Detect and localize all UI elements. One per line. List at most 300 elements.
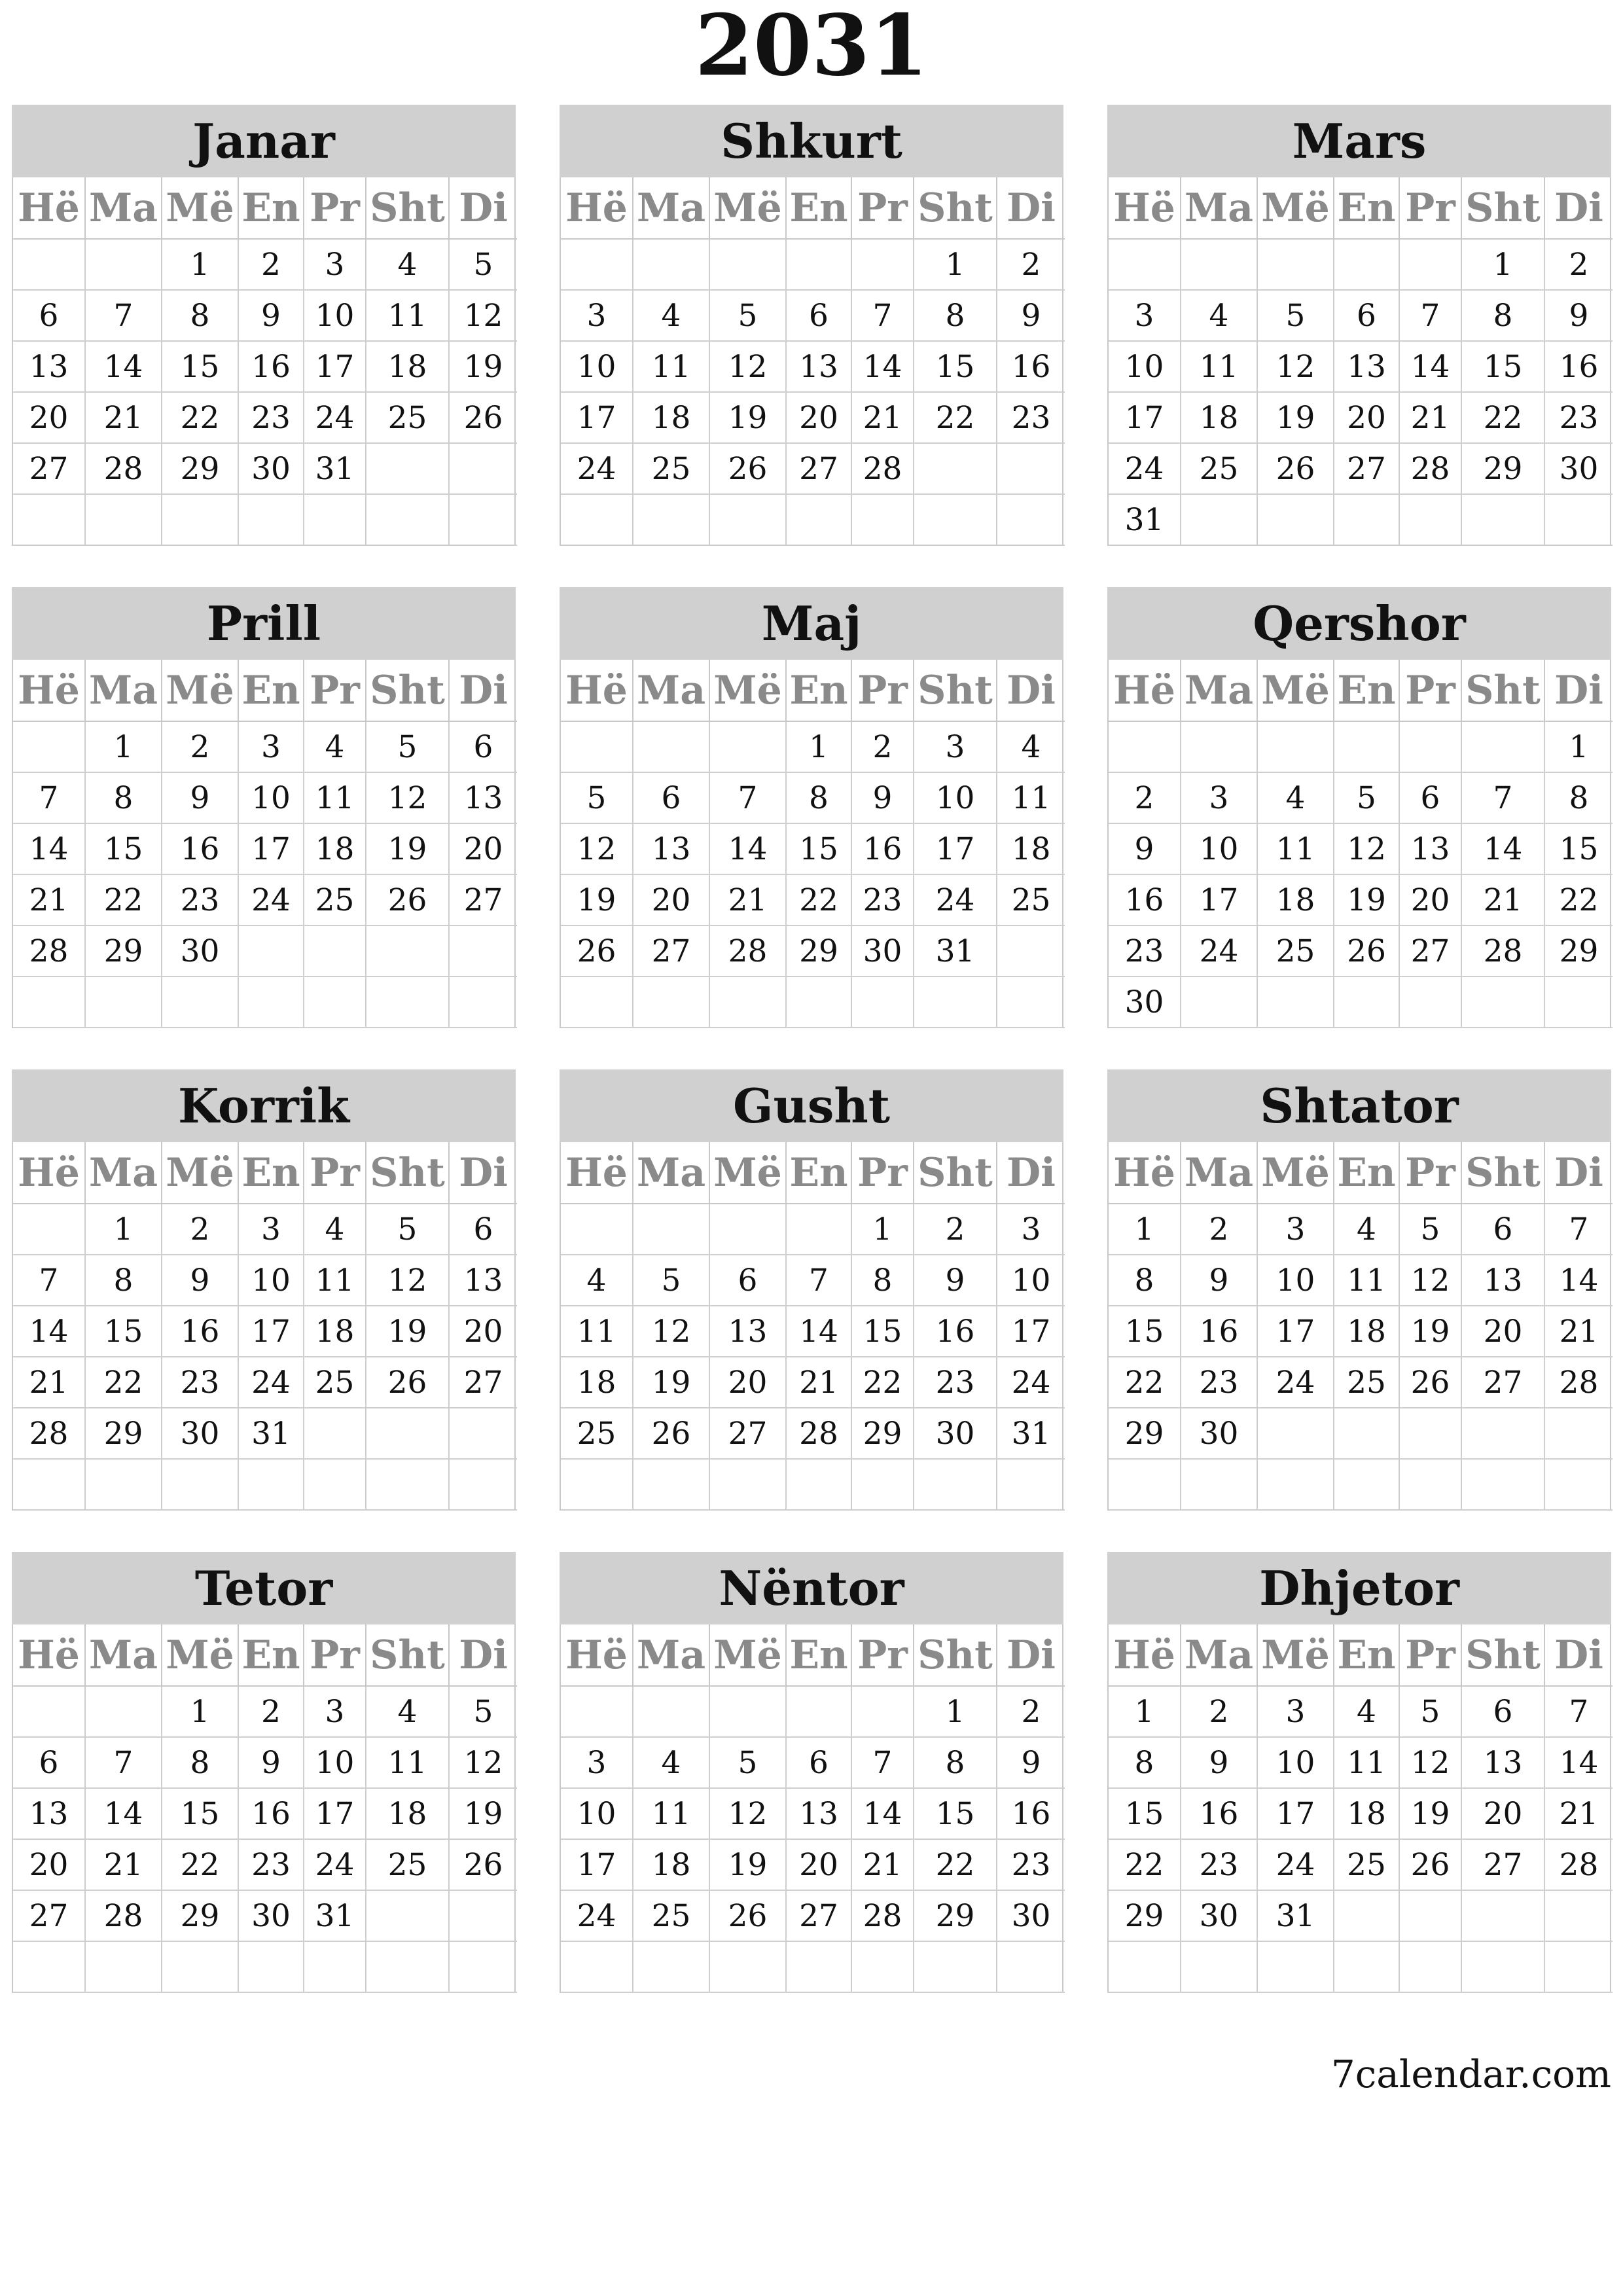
day-cell: 18 [633,393,710,444]
day-cell: 7 [13,773,86,824]
empty-day-cell [787,977,852,1028]
day-cell: 3 [1258,1204,1334,1255]
weekday-header: Më [710,177,787,240]
empty-day-cell [1181,240,1258,291]
empty-day-cell [1334,1891,1400,1942]
day-cell: 23 [852,875,914,926]
day-cell: 8 [914,1738,997,1789]
day-cell: 11 [561,1306,633,1357]
day-cell: 2 [1545,240,1613,291]
day-cell: 17 [1109,393,1181,444]
weekday-header: Di [997,177,1065,240]
weekday-header: Më [1258,1142,1334,1204]
day-cell: 9 [239,291,304,342]
empty-day-cell [633,1204,710,1255]
weekday-header: En [787,177,852,240]
empty-day-cell [1181,1460,1258,1511]
day-cell: 2 [852,722,914,773]
day-cell: 23 [1181,1840,1258,1891]
empty-day-cell [1181,1942,1258,1993]
weekday-header: Di [1545,1624,1613,1687]
empty-day-cell [787,1687,852,1738]
day-cell: 8 [86,1255,162,1306]
day-cell: 7 [1462,773,1545,824]
day-cell: 16 [852,824,914,875]
weekday-header: Hë [1109,1142,1181,1204]
empty-day-cell [239,495,304,546]
day-cell: 26 [366,1357,450,1408]
day-cell: 1 [1109,1687,1181,1738]
day-cell: 5 [1400,1204,1462,1255]
day-cell: 14 [1400,342,1462,393]
empty-day-cell [1109,1942,1181,1993]
empty-day-cell [1545,495,1613,546]
weekday-header: Hë [561,1142,633,1204]
day-cell: 26 [710,1891,787,1942]
day-cell: 18 [1258,875,1334,926]
day-cell: 31 [304,1891,366,1942]
day-cell: 30 [1181,1891,1258,1942]
empty-day-cell [366,1460,450,1511]
day-cell: 20 [633,875,710,926]
month-day-grid [12,177,516,546]
weekday-header: Ma [1181,1624,1258,1687]
day-cell: 22 [787,875,852,926]
day-cell: 30 [1109,977,1181,1028]
empty-day-cell [1400,240,1462,291]
day-cell: 2 [1181,1204,1258,1255]
empty-day-cell [304,1942,366,1993]
day-cell: 14 [13,1306,86,1357]
empty-day-cell [450,1460,517,1511]
day-cell: 15 [914,342,997,393]
weekday-header: Sht [366,1142,450,1204]
site-label[interactable]: 7calendar.com [1330,2052,1611,2096]
day-cell: 27 [787,1891,852,1942]
day-cell: 5 [710,291,787,342]
weekday-header: En [1334,1142,1400,1204]
day-cell: 17 [1181,875,1258,926]
day-cell: 26 [710,444,787,495]
day-cell: 20 [787,1840,852,1891]
empty-day-cell [710,1204,787,1255]
day-cell: 11 [304,1255,366,1306]
empty-day-cell [561,1460,633,1511]
day-cell: 13 [450,773,517,824]
day-cell: 9 [162,1255,239,1306]
empty-day-cell [787,495,852,546]
month-prill [12,587,516,1028]
day-cell: 21 [1462,875,1545,926]
empty-day-cell [997,1460,1065,1511]
day-cell: 24 [997,1357,1065,1408]
day-cell: 18 [1334,1306,1400,1357]
empty-day-cell [633,1687,710,1738]
empty-day-cell [1334,1408,1400,1460]
weekday-header: En [1334,1624,1400,1687]
empty-day-cell [450,1891,517,1942]
month-day-grid [1107,1624,1611,1993]
weekday-header: Pr [1400,1624,1462,1687]
day-cell: 4 [633,291,710,342]
weekday-header: Sht [914,1142,997,1204]
day-cell: 16 [162,1306,239,1357]
day-cell: 11 [366,1738,450,1789]
day-cell: 5 [1334,773,1400,824]
day-cell: 18 [1334,1789,1400,1840]
empty-day-cell [366,444,450,495]
day-cell: 1 [914,240,997,291]
day-cell: 7 [1545,1204,1613,1255]
weekday-header: Di [1545,660,1613,722]
weekday-header: Ma [86,1624,162,1687]
day-cell: 3 [561,291,633,342]
weekday-header: Ma [1181,177,1258,240]
day-cell: 13 [787,1789,852,1840]
day-cell: 6 [787,1738,852,1789]
empty-day-cell [366,926,450,977]
day-cell: 15 [914,1789,997,1840]
day-cell: 11 [633,1789,710,1840]
day-cell: 9 [1181,1255,1258,1306]
day-cell: 22 [1545,875,1613,926]
day-cell: 21 [86,393,162,444]
day-cell: 26 [366,875,450,926]
day-cell: 17 [561,393,633,444]
day-cell: 25 [304,875,366,926]
month-name: Mars [1107,105,1611,177]
day-cell: 1 [86,1204,162,1255]
day-cell: 16 [914,1306,997,1357]
weekday-header: Ma [633,1142,710,1204]
weekday-header: Hë [13,1142,86,1204]
day-cell: 28 [787,1408,852,1460]
day-cell: 4 [1334,1204,1400,1255]
day-cell: 2 [239,240,304,291]
day-cell: 27 [1462,1357,1545,1408]
empty-day-cell [13,240,86,291]
empty-day-cell [304,1408,366,1460]
day-cell: 3 [997,1204,1065,1255]
day-cell: 5 [1400,1687,1462,1738]
day-cell: 22 [852,1357,914,1408]
empty-day-cell [1334,1942,1400,1993]
empty-day-cell [239,1942,304,1993]
day-cell: 8 [914,291,997,342]
day-cell: 31 [997,1408,1065,1460]
day-cell: 27 [450,875,517,926]
day-cell: 25 [366,1840,450,1891]
day-cell: 28 [1545,1357,1613,1408]
empty-day-cell [13,977,86,1028]
empty-day-cell [86,495,162,546]
day-cell: 6 [1462,1204,1545,1255]
day-cell: 20 [13,1840,86,1891]
day-cell: 22 [914,1840,997,1891]
day-cell: 15 [86,824,162,875]
day-cell: 15 [852,1306,914,1357]
empty-day-cell [633,240,710,291]
day-cell: 20 [1400,875,1462,926]
day-cell: 24 [304,393,366,444]
day-cell: 30 [852,926,914,977]
day-cell: 3 [304,240,366,291]
day-cell: 24 [304,1840,366,1891]
day-cell: 8 [1545,773,1613,824]
day-cell: 18 [304,1306,366,1357]
day-cell: 25 [1334,1840,1400,1891]
year-title: 2031 [694,0,929,95]
day-cell: 9 [239,1738,304,1789]
day-cell: 21 [852,393,914,444]
day-cell: 9 [997,291,1065,342]
empty-day-cell [86,240,162,291]
day-cell: 28 [852,1891,914,1942]
day-cell: 5 [633,1255,710,1306]
empty-day-cell [366,495,450,546]
empty-day-cell [1400,495,1462,546]
empty-day-cell [450,495,517,546]
empty-day-cell [633,1942,710,1993]
day-cell: 4 [366,1687,450,1738]
day-cell: 9 [997,1738,1065,1789]
day-cell: 16 [1181,1789,1258,1840]
empty-day-cell [997,495,1065,546]
day-cell: 17 [239,1306,304,1357]
day-cell: 13 [450,1255,517,1306]
day-cell: 2 [997,240,1065,291]
day-cell: 24 [1258,1357,1334,1408]
month-day-grid [560,1142,1063,1511]
month-shtator [1107,1069,1611,1511]
day-cell: 27 [633,926,710,977]
day-cell: 11 [1258,824,1334,875]
empty-day-cell [450,1408,517,1460]
day-cell: 16 [1109,875,1181,926]
empty-day-cell [561,1204,633,1255]
day-cell: 19 [1400,1789,1462,1840]
months-grid [12,105,1611,1993]
day-cell: 14 [1462,824,1545,875]
empty-day-cell [914,444,997,495]
weekday-header: En [239,1142,304,1204]
day-cell: 22 [1109,1840,1181,1891]
day-cell: 5 [561,773,633,824]
day-cell: 13 [1462,1738,1545,1789]
empty-day-cell [787,1460,852,1511]
day-cell: 8 [162,291,239,342]
month-name: Nëntor [560,1552,1063,1624]
day-cell: 21 [1545,1306,1613,1357]
day-cell: 12 [633,1306,710,1357]
day-cell: 30 [914,1408,997,1460]
day-cell: 18 [633,1840,710,1891]
weekday-header: Pr [1400,1142,1462,1204]
day-cell: 8 [1109,1255,1181,1306]
day-cell: 22 [162,393,239,444]
day-cell: 4 [1334,1687,1400,1738]
month-name: Korrik [12,1069,516,1142]
day-cell: 3 [1181,773,1258,824]
day-cell: 15 [162,342,239,393]
empty-day-cell [1545,1408,1613,1460]
empty-day-cell [633,977,710,1028]
day-cell: 16 [162,824,239,875]
day-cell: 9 [1181,1738,1258,1789]
day-cell: 8 [162,1738,239,1789]
day-cell: 28 [1545,1840,1613,1891]
weekday-header: Di [1545,177,1613,240]
day-cell: 10 [561,1789,633,1840]
weekday-header: Sht [366,177,450,240]
day-cell: 14 [852,342,914,393]
day-cell: 17 [1258,1789,1334,1840]
empty-day-cell [304,926,366,977]
day-cell: 24 [561,1891,633,1942]
day-cell: 15 [1545,824,1613,875]
day-cell: 16 [997,1789,1065,1840]
day-cell: 14 [710,824,787,875]
day-cell: 6 [450,722,517,773]
day-cell: 3 [914,722,997,773]
day-cell: 13 [1400,824,1462,875]
month-qershor [1107,587,1611,1028]
empty-day-cell [710,1687,787,1738]
weekday-header: Di [1545,1142,1613,1204]
day-cell: 23 [997,393,1065,444]
day-cell: 17 [304,1789,366,1840]
empty-day-cell [710,977,787,1028]
weekday-header: Pr [304,660,366,722]
empty-day-cell [1400,1942,1462,1993]
empty-day-cell [1181,977,1258,1028]
day-cell: 8 [1109,1738,1181,1789]
empty-day-cell [1462,722,1545,773]
empty-day-cell [914,1460,997,1511]
weekday-header: Pr [852,177,914,240]
day-cell: 28 [13,926,86,977]
month-maj [560,587,1063,1028]
day-cell: 29 [86,1408,162,1460]
day-cell: 30 [162,926,239,977]
day-cell: 17 [561,1840,633,1891]
weekday-header: Di [997,1142,1065,1204]
empty-day-cell [13,1204,86,1255]
empty-day-cell [450,926,517,977]
day-cell: 4 [366,240,450,291]
month-janar [12,105,516,546]
empty-day-cell [852,240,914,291]
day-cell: 26 [1400,1840,1462,1891]
day-cell: 12 [1334,824,1400,875]
day-cell: 29 [162,1891,239,1942]
day-cell: 28 [86,444,162,495]
day-cell: 14 [86,1789,162,1840]
weekday-header: Pr [852,660,914,722]
empty-day-cell [1181,495,1258,546]
day-cell: 6 [710,1255,787,1306]
day-cell: 20 [1462,1306,1545,1357]
empty-day-cell [13,1460,86,1511]
day-cell: 25 [561,1408,633,1460]
empty-day-cell [1334,495,1400,546]
weekday-header: Hë [1109,660,1181,722]
empty-day-cell [1334,1460,1400,1511]
day-cell: 5 [366,1204,450,1255]
empty-day-cell [304,495,366,546]
day-cell: 2 [1109,773,1181,824]
empty-day-cell [852,977,914,1028]
day-cell: 22 [1109,1357,1181,1408]
day-cell: 8 [1462,291,1545,342]
weekday-header: Di [997,1624,1065,1687]
day-cell: 10 [997,1255,1065,1306]
weekday-header: Di [450,177,517,240]
day-cell: 1 [852,1204,914,1255]
day-cell: 11 [997,773,1065,824]
day-cell: 13 [1462,1255,1545,1306]
empty-day-cell [86,1460,162,1511]
weekday-header: Sht [1462,660,1545,722]
empty-day-cell [1462,1408,1545,1460]
day-cell: 30 [162,1408,239,1460]
weekday-header: Ma [1181,1142,1258,1204]
weekday-header: Më [710,1142,787,1204]
day-cell: 21 [852,1840,914,1891]
month-mars [1107,105,1611,546]
empty-day-cell [304,1460,366,1511]
day-cell: 20 [1334,393,1400,444]
empty-day-cell [239,977,304,1028]
day-cell: 24 [914,875,997,926]
day-cell: 4 [1181,291,1258,342]
weekday-header: Më [1258,1624,1334,1687]
day-cell: 30 [1545,444,1613,495]
day-cell: 1 [162,240,239,291]
day-cell: 11 [633,342,710,393]
weekday-header: Pr [852,1624,914,1687]
day-cell: 22 [914,393,997,444]
empty-day-cell [13,495,86,546]
month-name: Prill [12,587,516,660]
day-cell: 21 [13,1357,86,1408]
day-cell: 5 [1258,291,1334,342]
day-cell: 31 [914,926,997,977]
day-cell: 25 [366,393,450,444]
day-cell: 19 [450,342,517,393]
weekday-header: Hë [13,660,86,722]
day-cell: 18 [1181,393,1258,444]
day-cell: 26 [450,393,517,444]
day-cell: 19 [1334,875,1400,926]
day-cell: 31 [1258,1891,1334,1942]
day-cell: 17 [239,824,304,875]
empty-day-cell [13,1942,86,1993]
empty-day-cell [1334,240,1400,291]
day-cell: 20 [450,824,517,875]
weekday-header: Më [1258,660,1334,722]
day-cell: 17 [997,1306,1065,1357]
weekday-header: En [787,1624,852,1687]
empty-day-cell [633,722,710,773]
month-day-grid [12,1624,516,1993]
empty-day-cell [1109,722,1181,773]
empty-day-cell [561,1942,633,1993]
empty-day-cell [366,1408,450,1460]
month-day-grid [560,1624,1063,1993]
day-cell: 31 [239,1408,304,1460]
weekday-header: Ma [633,660,710,722]
